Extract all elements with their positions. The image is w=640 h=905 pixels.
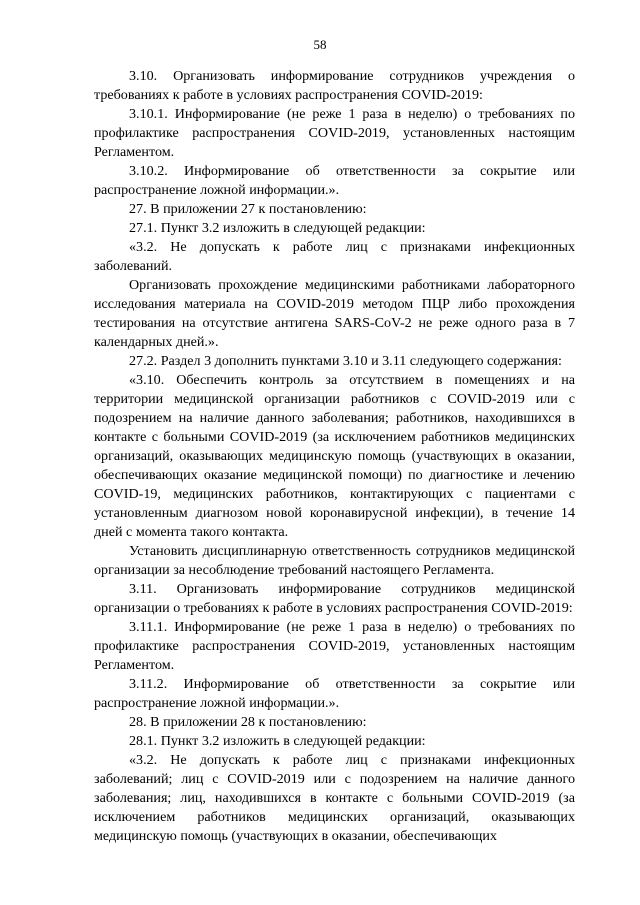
paragraph-3-11-1: 3.11.1. Информирование (не реже 1 раза в неделю) о требованиях по профилактике распространения COVID-2019, установленных настоящим Регламентом. [94, 619, 575, 673]
paragraph-3-10: 3.10. Организовать информирование сотрудников учреждения о требованиях к работе в условиях распространения COVID-2019: [94, 68, 575, 103]
paragraph-3-10-quote: «3.10. Обеспечить контроль за отсутствием в помещениях и на территории медицинской организации работников с COVID-2019 или с подозрением на наличие данного заболевания; работников, находившихся в контакте с больными COVID-2019 (за исключением работников медицинских организаций, оказывающих медицинскую помощь (участвующих в оказании, обеспечивающих оказание медицинской помощи) по диагностике и лечению COVID-19, медицинских работников, контактирующих с пациентами с установленным диагнозом новой коронавирусной инфекции), в течение 14 дней с момента такого контакта. [94, 372, 575, 540]
paragraph-3-11: 3.11. Организовать информирование сотрудников медицинской организации о требованиях к работе в условиях распространения COVID-2019: [94, 581, 575, 616]
paragraph-28-1: 28.1. Пункт 3.2 изложить в следующей редакции: [129, 733, 426, 749]
paragraph-27: 27. В приложении 27 к постановлению: [129, 201, 367, 217]
paragraph-disciplinary: Установить дисциплинарную ответственность сотрудников медицинской организации за несоблюдение требований настоящего Регламента. [94, 543, 575, 578]
paragraph-3-11-2: 3.11.2. Информирование об ответственности за сокрытие или распространение ложной информации.». [94, 676, 575, 711]
paragraph-27-2: 27.2. Раздел 3 дополнить пунктами 3.10 и 3.11 следующего содержания: [129, 353, 562, 369]
paragraph-3-10-1: 3.10.1. Информирование (не реже 1 раза в неделю) о требованиях по профилактике распространения COVID-2019, установленных настоящим Регламентом. [94, 106, 575, 160]
page-number: 58 [313, 37, 327, 52]
paragraph-3-2-quote: «3.2. Не допускать к работе лиц с признаками инфекционных заболеваний. [94, 239, 575, 274]
paragraph-organize-testing: Организовать прохождение медицинскими работниками лабораторного исследования материала на COVID-2019 методом ПЦР либо прохождения тестирования на отсутствие антигена SARS-CoV-2 не реже одного раза в 7 календарных дней.». [94, 277, 575, 350]
paragraph-3-2-quote-28: «3.2. Не допускать к работе лиц с признаками инфекционных заболеваний; лиц с COVID-2019 или с подозрением на наличие данного заболевания; лиц, находившихся в контакте с больными COVID-2019 (за исключением работников медицинских организаций, оказывающих медицинскую помощь (участвующих в оказании, обеспечивающих [94, 752, 575, 844]
document-body [94, 67, 575, 846]
paragraph-3-10-2: 3.10.2. Информирование об ответственности за сокрытие или распространение ложной информации.». [94, 163, 575, 198]
paragraph-28: 28. В приложении 28 к постановлению: [129, 714, 367, 730]
paragraph-27-1: 27.1. Пункт 3.2 изложить в следующей редакции: [129, 220, 426, 236]
